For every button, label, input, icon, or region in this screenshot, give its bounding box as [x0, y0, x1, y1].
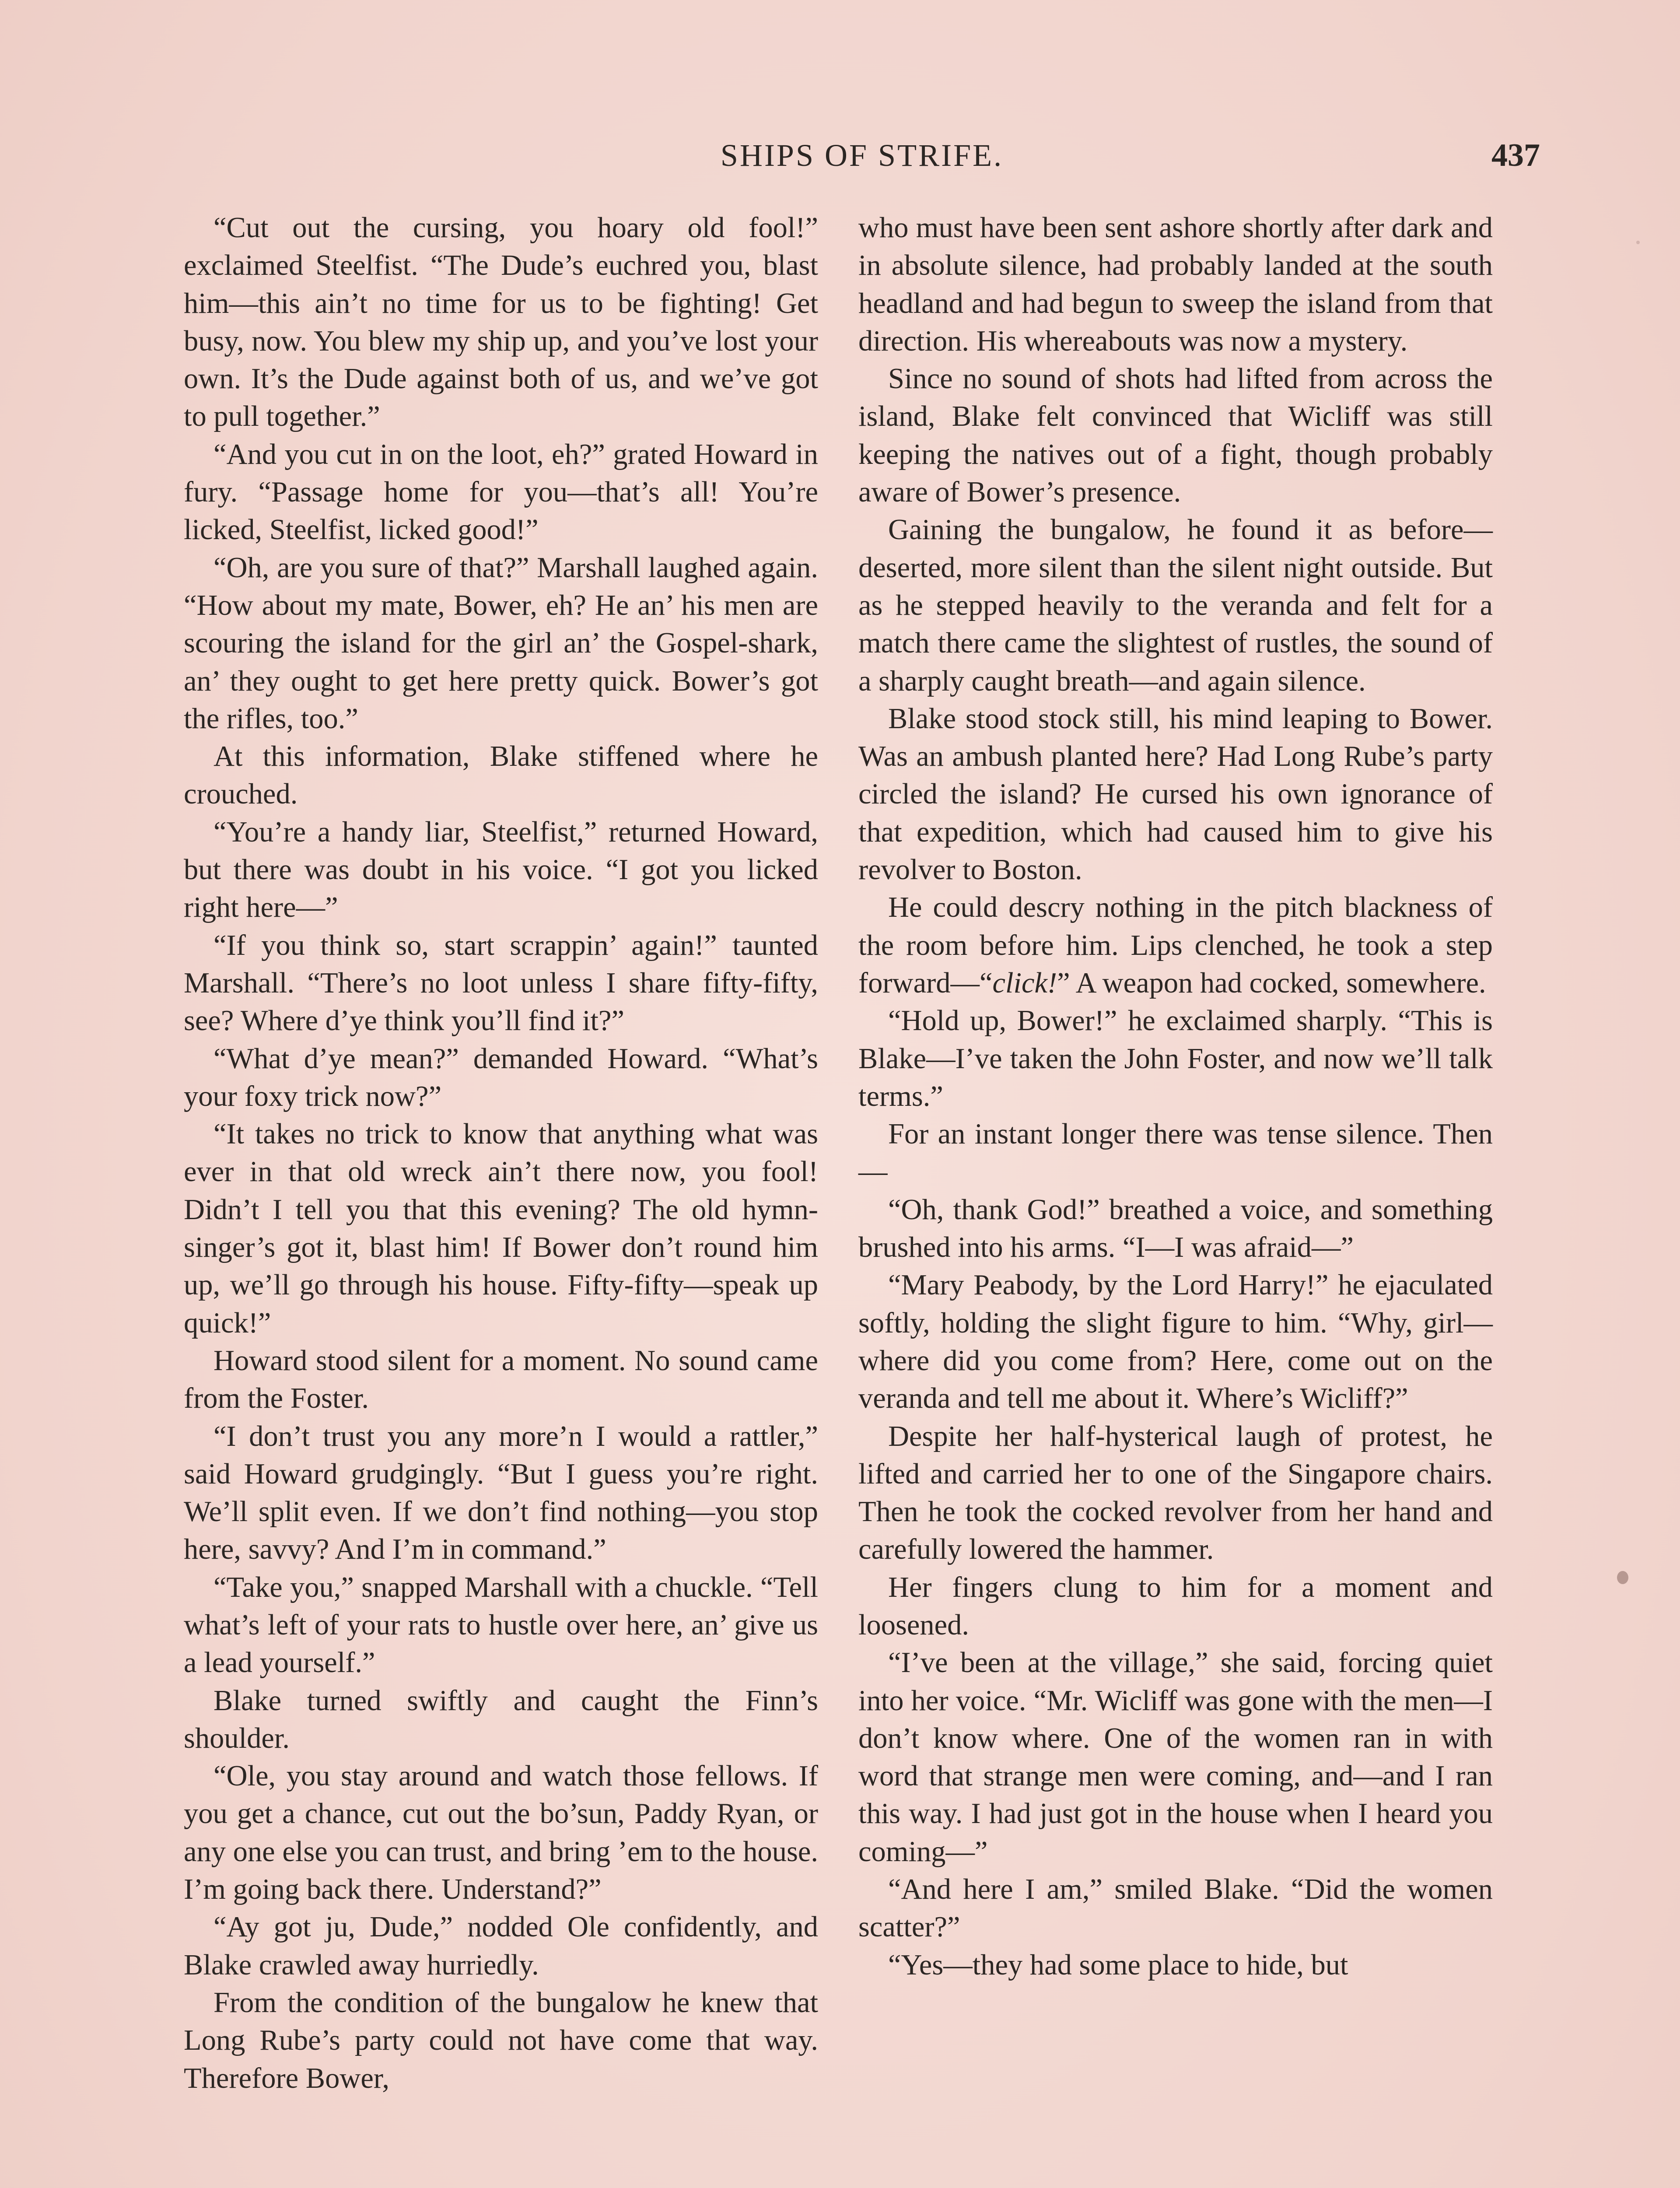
- paragraph: “If you think so, start scrappin’ again!” taunted Marshall. “There’s no loot unless I share fifty-fifty, see? Where d’ye think you’ll find it?”: [184, 929, 818, 1037]
- paragraph: Blake turned swiftly and caught the Finn’s shoulder.: [184, 1684, 818, 1754]
- paragraph: “I don’t trust you any more’n I would a rattler,” said Howard grudgingly. “But I guess you’re right. We’ll split even. If we don’t find nothing—you stop here, savvy? And I’m in command.”: [184, 1420, 818, 1566]
- paragraph: “And you cut in on the loot, eh?” grated Howard in fury. “Passage home for you—that’s all! You’re licked, Steelfist, licked good!”: [184, 438, 818, 546]
- running-title: SHIPS OF STRIFE.: [720, 138, 1004, 173]
- paper-speck: [1636, 241, 1640, 244]
- paper-speck: [1617, 1571, 1628, 1584]
- paragraph: From the condition of the bungalow he knew that Long Rube’s party could not have come that way. Therefore Bower,: [184, 1986, 818, 2094]
- emphasis: click!: [992, 967, 1057, 999]
- paragraph: “What d’ye mean?” demanded Howard. “What’s your foxy trick now?”: [184, 1042, 818, 1112]
- paragraph: “Oh, thank God!” breathed a voice, and something brushed into his arms. “I—I was afraid—”: [858, 1193, 1493, 1264]
- paragraph: Blake stood stock still, his mind leaping to Bower. Was an ambush planted here? Had Long Rube’s party circled the island? He cursed his own ignorance of that expedition, which had caused him to give his revolver to Boston.: [858, 702, 1493, 886]
- paragraph: who must have been sent ashore shortly after dark and in absolute silence, had probably landed at the south headland and had begun to sweep the island from that direction. His whereabouts was now a mystery.: [858, 212, 1493, 357]
- paragraph: “Oh, are you sure of that?” Marshall laughed again. “How about my mate, Bower, eh? He an’ his men are scouring the island for the girl an’ the Gospel-shark, an’ they ought to get here pretty quick. Bower’s got the rifles, too.”: [184, 551, 818, 735]
- paragraph: “Cut out the cursing, you hoary old fool!” exclaimed Steelfist. “The Dude’s euchred you, blast him—this ain’t no time for us to be fighting! Get busy, now. You blew my ship up, and you’ve lost your own. It’s the Dude against both of us, and we’ve got to pull together.”: [184, 212, 818, 433]
- paragraph: “Hold up, Bower!” he exclaimed sharply. “This is Blake—I’ve taken the John Foster, and now we’ll talk terms.”: [858, 1005, 1493, 1112]
- text-column-left: [184, 209, 818, 2097]
- paragraph: Her fingers clung to him for a moment and loosened.: [858, 1571, 1493, 1641]
- paragraph: Since no sound of shots had lifted from across the island, Blake felt convinced that Wicliff was still keeping the natives out of a fight, though probably aware of Bower’s presence.: [858, 363, 1493, 508]
- paragraph: “Mary Peabody, by the Lord Harry!” he ejaculated softly, holding the slight figure to him. “Why, girl—where did you come from? Here, come out on the veranda and tell me about it. Where’s Wicliff?”: [858, 1269, 1493, 1415]
- paragraph: “Ay got ju, Dude,” nodded Ole confidently, and Blake crawled away hurriedly.: [184, 1911, 818, 1981]
- paragraph: At this information, Blake stiffened where he crouched.: [184, 740, 818, 810]
- paragraph: “I’ve been at the village,” she said, forcing quiet into her voice. “Mr. Wicliff was gone with the men—I don’t know where. One of the women ran in with word that strange men were coming, and—and I ran this way. I had just got in the house when I heard you coming—”: [858, 1647, 1493, 1868]
- paragraph: For an instant longer there was tense silence. Then—: [858, 1118, 1493, 1188]
- text-column-right: [858, 209, 1493, 1984]
- paragraph: “Take you,” snapped Marshall with a chuckle. “Tell what’s left of your rats to hustle over here, an’ give us a lead yourself.”: [184, 1571, 818, 1679]
- paragraph: “You’re a handy liar, Steelfist,” returned Howard, but there was doubt in his voice. “I got you licked right here—”: [184, 816, 818, 924]
- paragraph: “Ole, you stay around and watch those fellows. If you get a chance, cut out the bo’sun, Paddy Ryan, or any one else you can trust, and bring ’em to the house. I’m going back there. Understand?”: [184, 1760, 818, 1906]
- paragraph: Howard stood silent for a moment. No sound came from the Foster.: [184, 1344, 818, 1415]
- page-number: 437: [1491, 137, 1540, 173]
- paragraph: He could descry nothing in the pitch blackness of the room before him. Lips clenched, he took a step forward—“click!” A weapon had cocked, somewhere.: [858, 891, 1493, 999]
- paragraph: “And here I am,” smiled Blake. “Did the women scatter?”: [858, 1873, 1493, 1943]
- paragraph: Gaining the bungalow, he found it as before—deserted, more silent than the silent night outside. But as he stepped heavily to the veranda and felt for a match there came the slightest of rustles, the sound of a sharply caught breath—and again silence.: [858, 514, 1493, 697]
- running-head: [184, 131, 1540, 179]
- paragraph: “It takes no trick to know that anything what was ever in that old wreck ain’t there now, you fool! Didn’t I tell you that this evening? The old hymn-singer’s got it, blast him! If Bower don’t round him up, we’ll go through his house. Fifty-fifty—speak up quick!”: [184, 1118, 818, 1339]
- paragraph: “Yes—they had some place to hide, but: [888, 1949, 1348, 1981]
- paragraph: Despite her half-hysterical laugh of protest, he lifted and carried her to one of the Singapore chairs. Then he took the cocked revolver from her hand and carefully lowered the hammer.: [858, 1420, 1493, 1566]
